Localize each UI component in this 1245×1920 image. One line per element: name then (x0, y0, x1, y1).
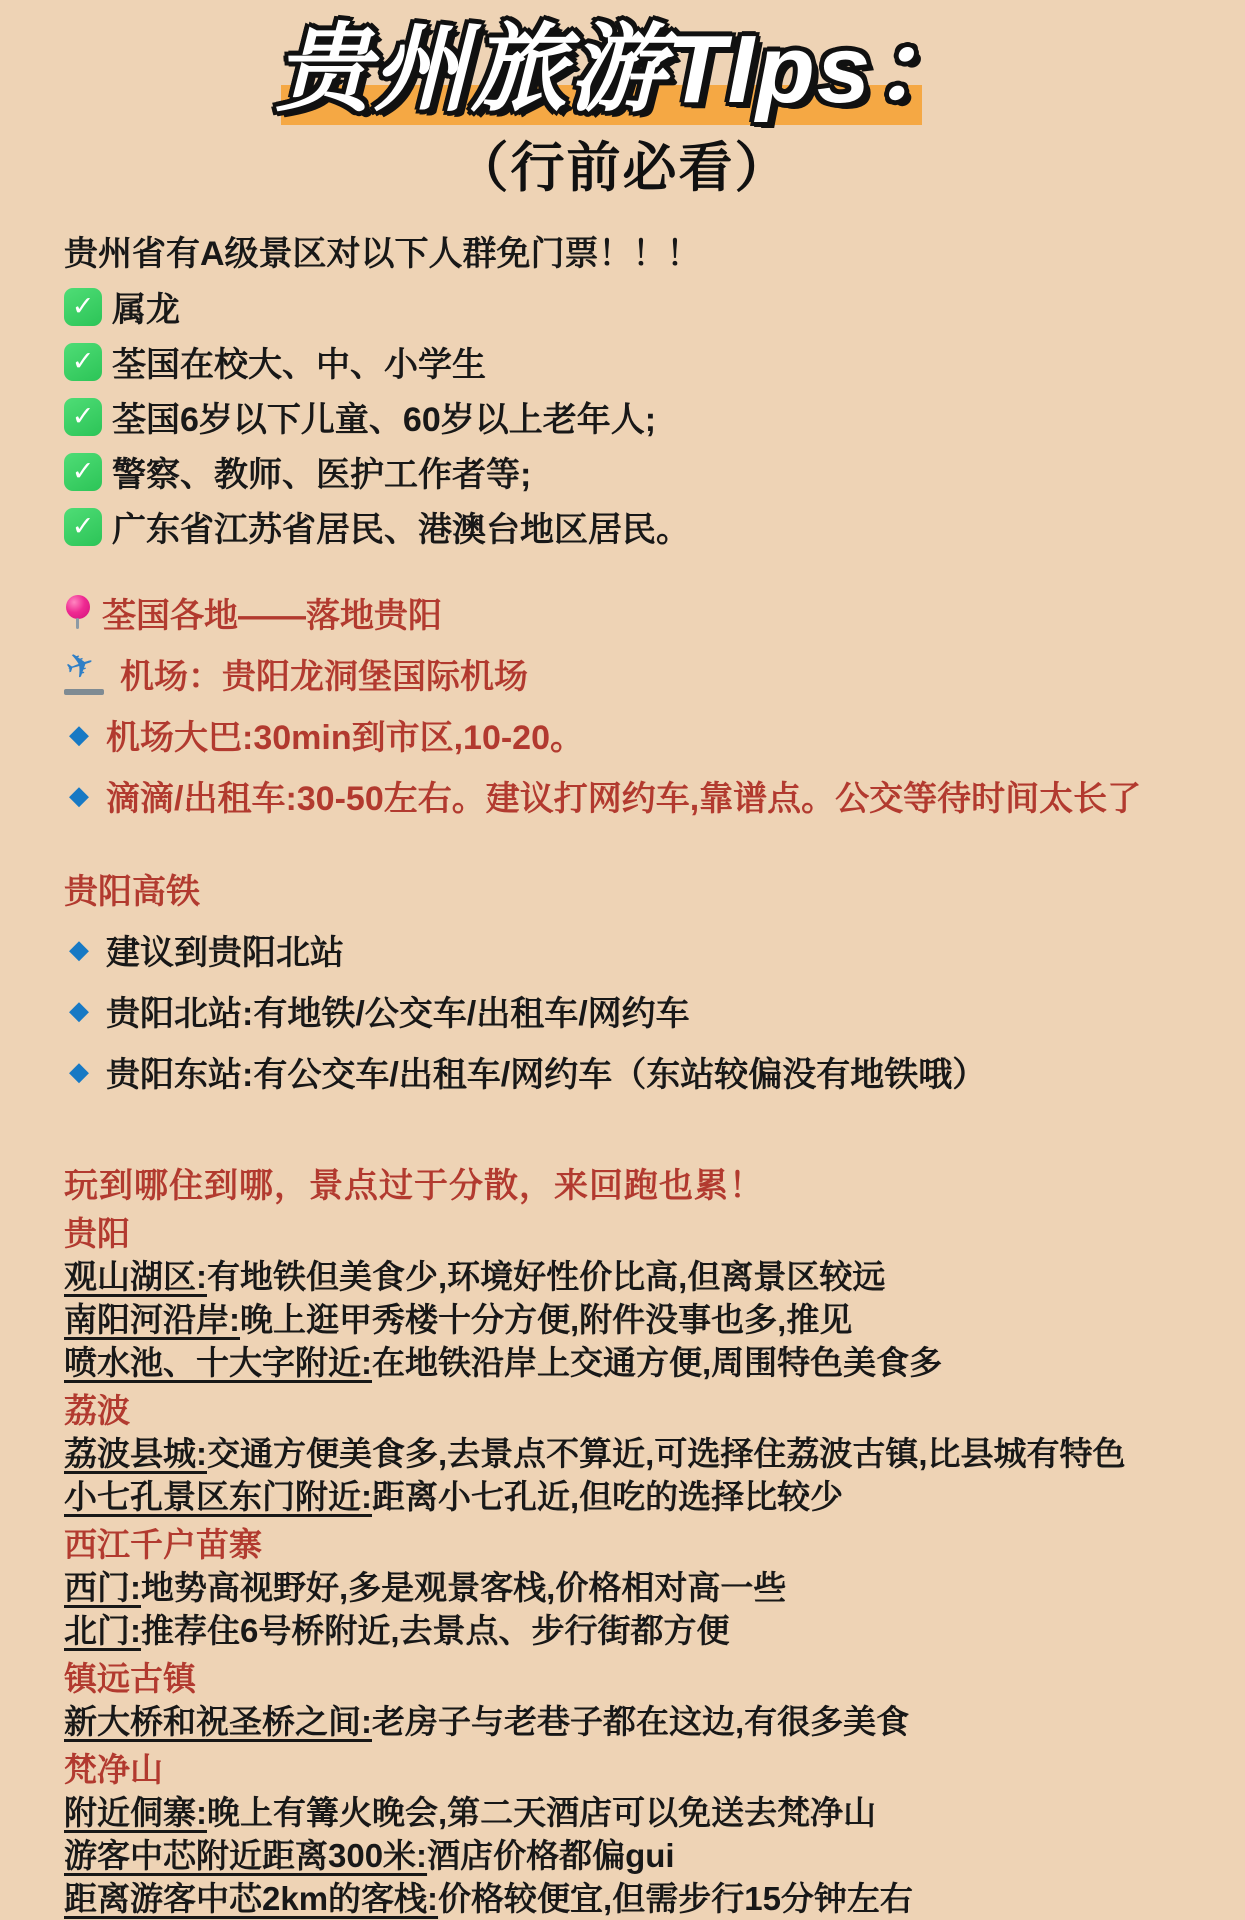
tip-lead: 附近侗寨: (64, 1793, 207, 1831)
tip-text: 交通方便美食多,去景点不算近,可选择住荔波古镇,比县城有特色 (207, 1434, 1126, 1472)
poster-header (0, 0, 1245, 202)
check-icon: ✓ (64, 453, 102, 491)
tip-line (64, 1835, 1181, 1877)
tip-line (64, 1342, 1181, 1384)
list-item (64, 394, 1181, 440)
check-item-label: 警察、教师、医护工作者等; (112, 456, 532, 495)
tip-lead: 北门: (64, 1611, 141, 1649)
list-item (64, 588, 1181, 637)
rail-item-text: 贵阳东站:有公交车/出租车/网约车（东站较偏没有地铁哦） (106, 1055, 987, 1094)
airport-text: 机场：贵阳龙洞堡国际机场 (120, 657, 528, 696)
diamond-bullet-icon: ◆ (69, 718, 89, 749)
tip-lead: 喷水池、十大字附近: (64, 1343, 372, 1381)
tip-text: 有地铁但美食少,环境好性价比高,但离景区较远 (207, 1257, 886, 1295)
arrival-route-text: 荃国各地——落地贵阳 (102, 596, 442, 635)
tip-text: 距离小七孔近,但吃的选择比较少 (372, 1477, 844, 1515)
check-item-label: 荃国在校大、中、小学生 (112, 346, 486, 385)
diamond-bullet-icon: ◆ (69, 1055, 89, 1086)
list-item (64, 710, 1181, 759)
list-item (64, 771, 1181, 820)
tip-lead: 新大桥和祝圣桥之间: (64, 1702, 372, 1740)
airport-bus-text: 机场大巴:30min到市区,10-20。 (106, 718, 584, 757)
city-header: 西江千户苗寨 (64, 1525, 262, 1563)
airplane-departure-icon (60, 643, 108, 695)
runway-strip (64, 689, 104, 695)
tip-lead: 荔波县城: (64, 1434, 207, 1472)
tip-text: 晚上有篝火晚会,第二天酒店可以免送去梵净山 (207, 1793, 877, 1831)
diamond-bullet-icon: ◆ (69, 933, 89, 964)
tip-text: 老房子与老巷子都在这边,有很多美食 (372, 1702, 910, 1740)
taxi-text: 滴滴/出租车:30-50左右。建议打网约车,靠谱点。公交等待时间太长了 (106, 779, 1142, 818)
tip-text: 推荐住6号桥附近,去景点、步行街都方便 (141, 1611, 730, 1649)
list-item (64, 986, 1181, 1035)
tip-line (64, 1878, 1181, 1920)
check-item-label: 广东省江苏省居民、港澳台地区居民。 (112, 511, 690, 550)
tip-lead: 西门: (64, 1568, 141, 1606)
tip-lead: 距离游客中芯2km的客栈: (64, 1879, 439, 1917)
tip-lead: 小七孔景区东门附近: (64, 1477, 372, 1515)
city-header: 梵净山 (64, 1750, 163, 1788)
tip-text: 在地铁沿岸上交通方便,周围特色美食多 (372, 1343, 943, 1381)
diamond-bullet-icon: ◆ (69, 994, 89, 1025)
title-block (274, 16, 971, 123)
tip-line (64, 1792, 1181, 1834)
tip-text: 地势高视野好,多是观景客栈,价格相对高一些 (141, 1568, 787, 1606)
rail-item-text: 建议到贵阳北站 (106, 933, 344, 972)
list-item (64, 925, 1181, 974)
free-ticket-intro: 贵州省有A级景区对以下人群免门票！！！ (64, 234, 701, 273)
city-header: 荔波 (64, 1391, 130, 1429)
tip-line (64, 1567, 1181, 1609)
check-icon: ✓ (64, 398, 102, 436)
pushpin-ball (66, 595, 90, 619)
rail-item-text: 贵阳北站:有地铁/公交车/出租车/网约车 (106, 994, 690, 1033)
check-icon: ✓ (64, 343, 102, 381)
tip-line (64, 1476, 1181, 1518)
lodging-intro: 玩到哪住到哪，景点过于分散，来回跑也累！ (64, 1166, 764, 1205)
lodging-section (64, 1158, 1181, 1920)
city-header: 镇远古镇 (64, 1659, 196, 1697)
list-item (64, 1047, 1181, 1096)
poster-content (0, 202, 1245, 1920)
page-title: 贵州旅游TIps： (274, 16, 971, 123)
rail-section (64, 864, 1181, 1096)
tip-line (64, 1299, 1181, 1341)
list-item (64, 449, 1181, 495)
airplane-glyph: ✈ (60, 643, 100, 689)
pushpin-icon (64, 593, 90, 631)
tip-text: 价格较便宜,但需步行15分钟左右 (438, 1879, 913, 1917)
check-icon: ✓ (64, 508, 102, 546)
tip-lead: 南阳河沿岸: (64, 1300, 240, 1338)
check-icon: ✓ (64, 288, 102, 326)
tip-lead: 游客中芯附近距离300米: (64, 1836, 428, 1874)
pushpin-stem (76, 618, 79, 629)
list-item (64, 339, 1181, 385)
check-item-label: 属龙 (112, 291, 180, 330)
diamond-bullet-icon: ◆ (69, 779, 89, 810)
list-item (60, 643, 1181, 698)
check-item-label: 荃国6岁以下儿童、60岁以上老年人; (112, 401, 657, 440)
list-item (64, 504, 1181, 550)
tip-line (64, 1433, 1181, 1475)
page-subtitle: （行前必看） (454, 137, 791, 198)
rail-section-header: 贵阳高铁 (64, 872, 200, 911)
tip-line (64, 1256, 1181, 1298)
tip-text: 酒店价格都偏gui (427, 1836, 675, 1874)
tip-line (64, 1701, 1181, 1743)
tip-line (64, 1610, 1181, 1652)
tip-text: 晚上逛甲秀楼十分方便,附件没事也多,推见 (240, 1300, 853, 1338)
arrival-section (60, 588, 1181, 820)
tip-lead: 观山湖区: (64, 1257, 207, 1295)
list-item (64, 284, 1181, 330)
city-header: 贵阳 (64, 1214, 130, 1252)
